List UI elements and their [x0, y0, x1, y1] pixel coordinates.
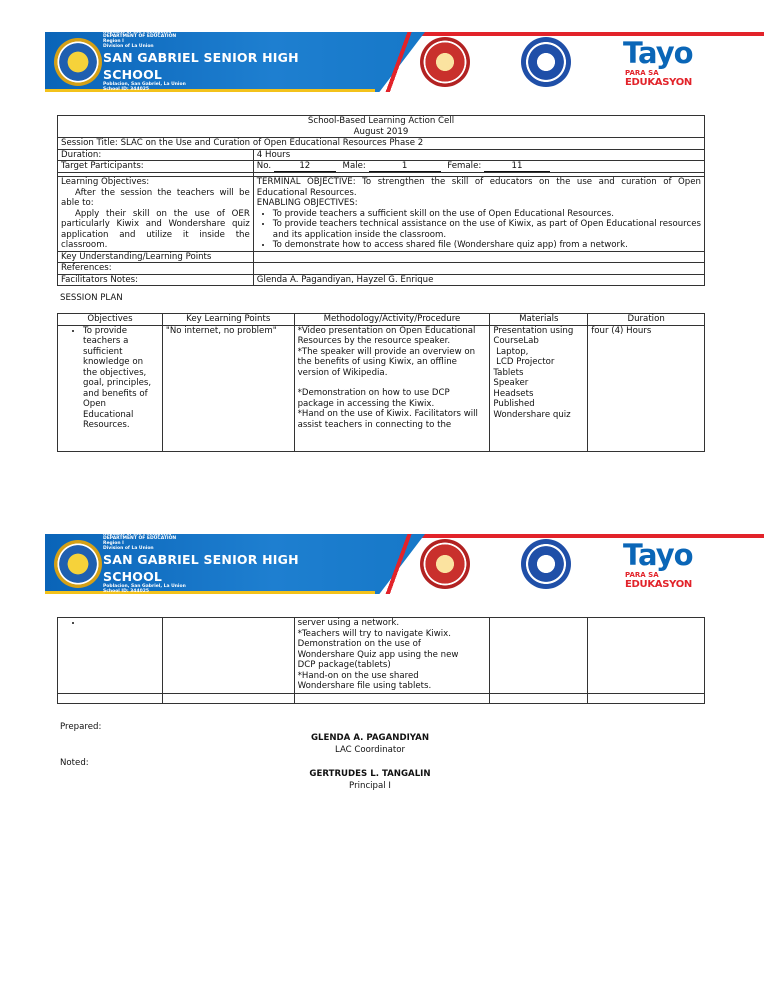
method-paragraph: *Video presentation on Open Educational Resources by the resource speaker. [297, 325, 476, 346]
target-label: Target Participants: [58, 161, 254, 173]
department-text: DEPARTMENT OF EDUCATION [103, 536, 177, 541]
method-line: Demonstration on the use of [297, 639, 421, 649]
method-paragraph: *The speaker will provide an overview on the benefits of using Kiwix, an offline version of Wikipedia. [297, 346, 476, 378]
material-item: Speaker [493, 378, 529, 388]
prepared-title: LAC Coordinator [334, 745, 406, 755]
noted-label: Noted: [60, 758, 89, 768]
method-paragraph: *Hand on the use of Kiwix. Facilitators will assist teachers in connecting to the [297, 409, 478, 430]
department-text: DEPARTMENT OF EDUCATION [103, 34, 177, 39]
key-understanding-label: Key Understanding/Learning Points [58, 251, 254, 263]
tayo-logo-main: Tayo [623, 538, 693, 572]
tayo-logo-main: Tayo [623, 36, 693, 70]
plan-header-row [58, 314, 705, 326]
target-no-value: 12 [274, 162, 336, 172]
target-male-label: Male: [342, 161, 366, 171]
plan-row [58, 618, 705, 694]
session-plan-table-continued [57, 617, 705, 704]
division-text: Division of La Union [103, 546, 154, 551]
prepared-block [220, 733, 520, 755]
prepared-name: GLENDA A. PAGANDIYAN [310, 733, 430, 743]
duration-value: 4 Hours [253, 149, 704, 161]
material-item: Tablets [493, 367, 524, 378]
doc-title: School-Based Learning Action Cell [307, 116, 455, 126]
plan-duration: four (4) Hours [588, 325, 705, 451]
duration-label: Duration: [58, 149, 254, 161]
plan-header: Objectives [58, 314, 163, 326]
empty-bullet [83, 618, 159, 629]
session-plan-label: SESSION PLAN [60, 293, 123, 303]
duration-row [58, 149, 705, 161]
plan-row [58, 325, 705, 451]
enabling-item: • To provide teachers a sufficient skill on the use of Open Educational Resources. [273, 209, 701, 220]
method-line: *Teachers will try to navigate Kiwix. [297, 628, 451, 639]
school-id-text: School ID: 344025 [103, 87, 149, 92]
noted-block [220, 769, 520, 791]
tayo-logo [620, 36, 760, 90]
lo-intro: After the session the teachers will be able to: [61, 187, 250, 208]
school-banner [45, 32, 764, 92]
republic-text: Republic of the Philippines [103, 532, 172, 537]
school-name-line2: SCHOOL [103, 67, 163, 82]
enabling-item: • To demonstrate how to access shared file (Wondershare quiz app) from a network. [273, 240, 701, 251]
objectives-row [58, 177, 705, 252]
plan-empty-row [58, 694, 705, 704]
method-paragraph: *Demonstration on how to use DCP package in accessing the Kiwix. [297, 388, 450, 409]
plan-header: Materials [490, 314, 588, 326]
target-row [58, 161, 705, 173]
school-name [103, 551, 299, 585]
session-title: Session Title: SLAC on the Use and Curation of Open Educational Resources Phase 2 [58, 138, 705, 150]
noted-title: Principal I [349, 781, 391, 791]
target-values [253, 161, 704, 173]
plan-header: Methodology/Activity/Procedure [294, 314, 490, 326]
plan-method-cell [294, 618, 490, 694]
facilitators-row [58, 274, 705, 286]
material-item: Presentation using CourseLab [493, 325, 574, 346]
plan-header: Key Learning Points [162, 314, 294, 326]
target-no-label: No. [256, 161, 272, 171]
doc-date: August 2019 [353, 126, 409, 137]
method-line: server using a network. [297, 618, 400, 628]
enabling-item: • To provide teachers technical assistance on the use of Kiwix, as part of Open Educational resources and its application inside the classroom. [273, 219, 701, 240]
plan-objective: • To provide teachers a sufficient knowledge on the objectives, goal, principles, and benefits of Open Educational Resources. [83, 326, 159, 431]
school-banner-page2 [45, 534, 764, 594]
terminal-objective: TERMINAL OBJECTIVE: To strengthen the skill of educators on the use and curation of Open Educational Resources. [256, 177, 701, 198]
lo-label: Learning Objectives: [61, 177, 150, 187]
school-name-line1: SAN GABRIEL SENIOR HIGH [103, 552, 299, 567]
plan-materials-cell [490, 325, 588, 451]
method-line: Wondershare file using tablets. [297, 681, 432, 691]
address-text: Poblacion, San Gabriel, La Union [103, 82, 186, 87]
school-seal-icon [54, 540, 102, 588]
tayo-logo-edukasyon: EDUKASYON [625, 77, 692, 88]
school-name [103, 49, 299, 83]
school-name-line1: SAN GABRIEL SENIOR HIGH [103, 50, 299, 65]
material-item: Headsets [493, 388, 534, 399]
enabling-list [257, 209, 701, 251]
references-row [58, 263, 705, 275]
lo-text: Apply their skill on the use of OER particularly Kiwix and Wondershare quiz application and utilize it inside the classroom. [61, 208, 250, 250]
tayo-logo-para: PARA SA [625, 69, 659, 77]
banner-gold-stripe [45, 89, 375, 92]
references-label: References: [58, 263, 254, 275]
enabling-label: ENABLING OBJECTIVES: [256, 198, 358, 208]
region-text: Region I [103, 39, 124, 44]
key-understanding-row [58, 251, 705, 263]
material-item: Published Wondershare quiz [493, 399, 571, 420]
method-line: DCP package(tablets) [297, 660, 391, 670]
lac-info-table [57, 115, 705, 286]
plan-objective-cell [58, 325, 163, 451]
banner-gold-stripe [45, 591, 375, 594]
target-male-value: 1 [369, 162, 441, 172]
title-row [58, 116, 705, 138]
prepared-label: Prepared: [60, 722, 102, 732]
deped-seal-icon [521, 37, 571, 87]
target-female-label: Female: [447, 161, 482, 171]
division-seal-icon [420, 539, 470, 589]
tayo-logo [620, 538, 760, 592]
terminal-objectives-cell [253, 177, 704, 252]
learning-objectives-cell [58, 177, 254, 252]
material-item: Laptop, [493, 346, 529, 357]
address-text: Poblacion, San Gabriel, La Union [103, 584, 186, 589]
target-female-value: 11 [484, 162, 550, 172]
plan-method-cell [294, 325, 490, 451]
method-line: *Hand-on on the use shared [297, 670, 419, 681]
session-title-row [58, 138, 705, 150]
region-text: Region I [103, 541, 124, 546]
plan-header: Duration [588, 314, 705, 326]
tayo-logo-edukasyon: EDUKASYON [625, 579, 692, 590]
school-id-text: School ID: 344025 [103, 589, 149, 594]
plan-key-point: "No internet, no problem" [162, 325, 294, 451]
noted-name: GERTRUDES L. TANGALIN [309, 769, 431, 779]
school-seal-icon [54, 38, 102, 86]
deped-seal-icon [521, 539, 571, 589]
republic-text: Republic of the Philippines [103, 30, 172, 35]
facilitators-label: Facilitators Notes: [58, 274, 254, 286]
session-plan-table [57, 313, 705, 452]
plan-objective-cell [58, 618, 163, 694]
method-line: Wondershare Quiz app using the new [297, 649, 459, 660]
school-name-line2: SCHOOL [103, 569, 163, 584]
division-text: Division of La Union [103, 44, 154, 49]
division-seal-icon [420, 37, 470, 87]
facilitators-value: Glenda A. Pagandiyan, Hayzel G. Enrique [253, 274, 704, 286]
tayo-logo-para: PARA SA [625, 571, 659, 579]
material-item: LCD Projector [493, 357, 555, 367]
